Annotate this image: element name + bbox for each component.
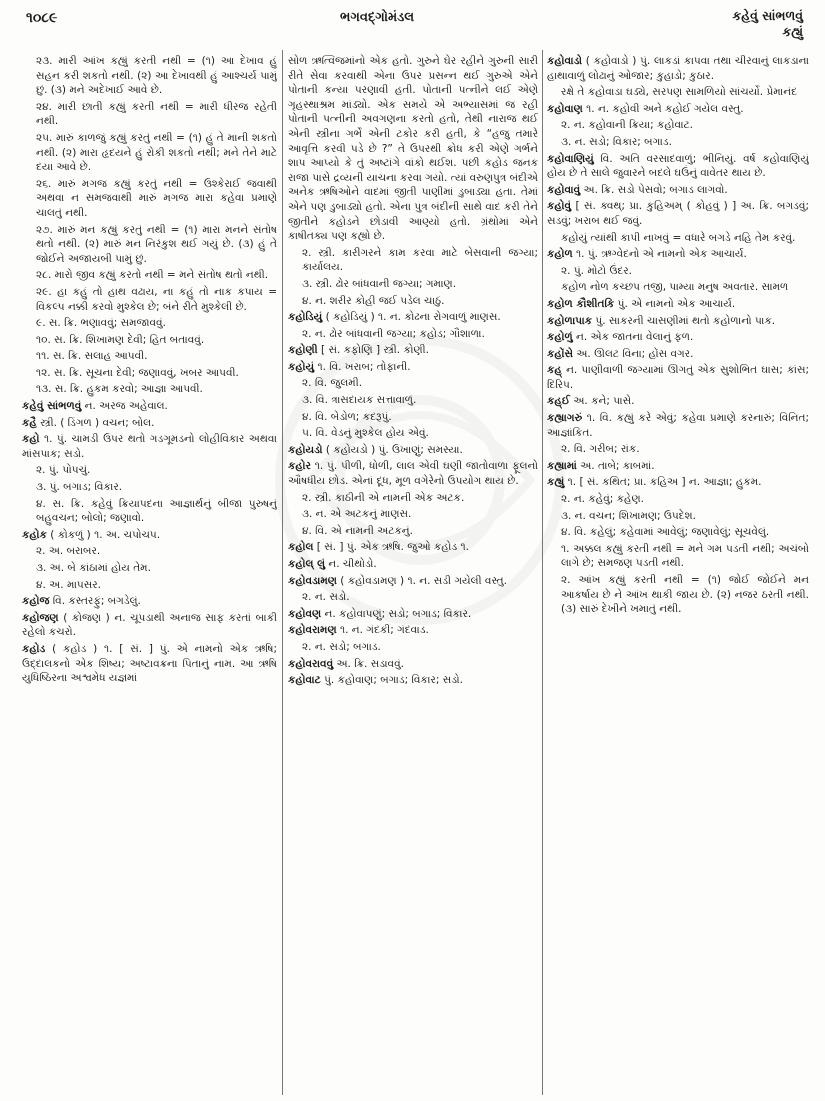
dictionary-entry bbox=[547, 475, 809, 490]
entry-text: ૨૪. મારી છાતી કહ્યું કરતી નથી = મારી ધીરજ રહેતી નથી. bbox=[36, 100, 277, 128]
entry-text: ૨૭. મારું મન કહ્યું કરતું નથી = (૧) મારા મનને સંતોષ થતો નથી. (૨) મારું મન નિરંકુશ થઈ ગયું છે. (૩) હું તે જોઈને અજાયબી પામું છું. bbox=[36, 223, 277, 265]
sense-line bbox=[547, 509, 809, 524]
dictionary-entry bbox=[547, 297, 809, 312]
headword: કહોવું bbox=[547, 200, 572, 213]
headword: કહેવું સાંભળવું bbox=[22, 400, 82, 413]
sense-line bbox=[288, 277, 538, 292]
headword: કહોવરામણ bbox=[288, 624, 337, 637]
entry-text: સ્ત્રી. ( ડિંગળ ) વચન; બોલ. bbox=[36, 416, 155, 429]
headword: કહ્ bbox=[547, 364, 562, 377]
headword: કહ્યામાં bbox=[547, 459, 577, 472]
column-2 bbox=[288, 54, 538, 1094]
entry-text: ૧૧. સ. ક્રિ. સલાહ આપવી. bbox=[36, 350, 148, 363]
entry-text: ( કહોયડો ) પું. ઉખાણું; સમસ્યા. bbox=[322, 443, 463, 456]
entry-text: અ. તાબે; કાબમાં. bbox=[576, 459, 655, 472]
headword: કહોવાણ bbox=[547, 102, 583, 115]
sense-line bbox=[22, 578, 277, 593]
sense-line bbox=[288, 327, 538, 342]
dictionary-entry bbox=[288, 343, 538, 358]
entry-text: અ. ક્રિ. સડાવવું. bbox=[333, 657, 404, 670]
column-divider bbox=[282, 50, 283, 1095]
dictionary-entry bbox=[22, 432, 277, 461]
entry-text: રક્ષે તે કહોવાડા ઘડ્યે, સરપણ સામળિયો સાંચર્યો. પ્રેમાનંદ bbox=[561, 86, 797, 99]
sense-line bbox=[22, 316, 277, 331]
entry-text: ૩. વિ. ત્રાસદાયક સત્તાવાળું. bbox=[302, 394, 417, 407]
entry-text: ૨૬. મારું મગજ કહ્યું કરતું નથી = ઉશ્કેરાઈ જવાથી અથવા ન સમજવાથી મારું મગજ મારા કહેવા પ્રમાણે ચાલતું નથી. bbox=[36, 177, 277, 219]
sense-line bbox=[22, 480, 277, 495]
headword: કહોયડો bbox=[288, 443, 323, 456]
entry-text: ૧. પું. ચામડી ઉપર થતો ગડગૂમડનો લોહીવિકાર અથવા માંસપાક; સડો. bbox=[22, 433, 277, 460]
sense-line bbox=[547, 492, 809, 507]
entry-text: ૪. સ. ક્રિ. કહેવું ક્રિયાપદના આજ્ઞાર્થનું બીજા પુરુષનું બહુવચન; બોલો; જણાવો. bbox=[36, 497, 277, 525]
entry-text: ૨. પું. મોટો ઉંદર. bbox=[561, 264, 633, 277]
entry-text: ૧૦. સ. ક્રિ. શિખામણ દેવી; હિત બતાવવું. bbox=[36, 333, 205, 346]
sense-line bbox=[288, 640, 538, 655]
entry-text: ( કહોડિયું ) ૧. ન. કોઢના રોગવાળું માણસ. bbox=[322, 311, 501, 324]
sense-line bbox=[288, 507, 538, 522]
headword: કહોવરાવવું bbox=[288, 657, 334, 670]
dictionary-entry bbox=[22, 594, 277, 609]
headword: કહોજણ bbox=[22, 611, 59, 624]
sense-line bbox=[22, 463, 277, 478]
entry-text: ૧૨. સ. ક્રિ. સૂચના દેવી; જણાવવું, ખબર આપવી. bbox=[36, 366, 239, 379]
sense-line bbox=[547, 573, 809, 617]
sense-line bbox=[22, 349, 277, 364]
dictionary-entry bbox=[288, 360, 538, 375]
entry-text: ૨. ન. કહોવાની ક્રિયા; કહોવાટ. bbox=[561, 119, 694, 132]
sense-line bbox=[288, 393, 538, 408]
dictionary-entry bbox=[288, 459, 538, 488]
entry-text: ૨૮. મારો જીવ કહ્યું કરતો નથી = મને સંતોષ થતો નથી. bbox=[36, 269, 269, 282]
dictionary-entry bbox=[288, 657, 538, 672]
entry-text: અ. ઊલટ વિના; હોંસ વગર. bbox=[573, 347, 694, 360]
entry-text: ૧. પું. ઋગ્વેદનો એ નામનો એક આચાર્ય. bbox=[572, 248, 747, 261]
entry-text: પું. એ નામનો એક આચાર્ય. bbox=[614, 297, 736, 310]
dictionary-entry bbox=[288, 540, 538, 555]
headword: કહૈ bbox=[22, 416, 37, 429]
dictionary-entry bbox=[288, 54, 538, 244]
entry-text: ૪. વિ. એ નામની અટકનું. bbox=[302, 524, 413, 537]
sense-line bbox=[22, 268, 277, 283]
dictionary-entry bbox=[547, 347, 809, 362]
dictionary-entry bbox=[547, 314, 809, 329]
entry-text: ૧. પું. પીળી, ધોળી, લાલ એવી ઘણી જાતોવાળા ફૂલનો ઔષધીય છોડ. એનાં દૂધ, મૂળ વગેરેનો ઉપયોગ થાય છે. bbox=[288, 460, 538, 488]
headword: કહોયું bbox=[288, 360, 315, 373]
entry-text: ૨૯. હા કહું તો હાથ વઢાય, ના કહું તો નાક કપાય = વિકલ્પ નક્કી કરવો મુશ્કેલ છે; બંને રીતે મુશ્કેલી છે. bbox=[36, 285, 277, 313]
entry-text: ન. પાણીવાળી જગ્યામાં ઊગતું એક સુશોભિત ઘાસ; કાંસ; દિરિપ. bbox=[547, 364, 809, 391]
dictionary-entry bbox=[288, 574, 538, 589]
dictionary-entry bbox=[547, 54, 809, 83]
dictionary-entry bbox=[22, 399, 277, 414]
entry-text: ૨. વિ. ગરીબ; રાંક. bbox=[561, 443, 640, 456]
headword: કહોડ bbox=[22, 642, 46, 655]
headword: કહો bbox=[22, 433, 40, 446]
entry-text: ( કહોડ ) ૧. [ સં. ] પું. એ નામનો એક ઋષિ; ઉદ્દાલકનો એક શિષ્ય; અષ્ટાવક્રના પિતાનું નામ. આ ઋષિ યુધિષ્ઠિરના અશ્વમેધ યજ્ઞમાં bbox=[22, 642, 277, 685]
column-divider bbox=[542, 50, 543, 1095]
guide-word-last: કહ્યું bbox=[782, 24, 803, 39]
entry-text: પું. સાકરની ચાસણીમાં થતો કહોળાનો પાક. bbox=[592, 314, 776, 327]
dictionary-entry bbox=[547, 152, 809, 181]
sense-line bbox=[288, 491, 538, 506]
sense-line bbox=[22, 497, 277, 526]
dictionary-entry bbox=[547, 247, 809, 262]
headword: કહ્યું bbox=[547, 476, 565, 489]
dictionary-entry bbox=[288, 310, 538, 325]
dictionary-entry bbox=[547, 102, 809, 117]
entry-text: ૩. સ્ત્રી. ઢોર બાંધવાની જગ્યા; ગમાણ. bbox=[302, 277, 457, 290]
dictionary-entry bbox=[547, 199, 809, 228]
dictionary-entry bbox=[547, 363, 809, 392]
entry-text: ૯. સ. ક્રિ. ભણાવવું; સમજાવવું. bbox=[36, 317, 166, 330]
entry-text: ૩. ન. સડો; વિકાર; બગાડ. bbox=[561, 135, 672, 148]
dictionary-entry bbox=[288, 673, 538, 688]
sense-line bbox=[288, 376, 538, 391]
entry-text: ૧૩. સ. ક્રિ. હુકમ કરવો; આજ્ઞા આપવી. bbox=[36, 383, 203, 396]
entry-text: ન. ચીથોડો. bbox=[325, 558, 377, 570]
entry-text: ૧. ન. ગંદકી; ગંદવાડ. bbox=[336, 624, 429, 637]
sense-line bbox=[547, 231, 809, 246]
sense-line bbox=[288, 410, 538, 425]
headword: કહ્ઈ bbox=[547, 395, 570, 408]
guide-words bbox=[732, 8, 803, 40]
page-number: ૧૦૮૯ bbox=[26, 10, 58, 26]
entry-text: ૧. વિ. કહ્યું કરે એવું; કહેવા પ્રમાણે કરનારું; વિનિત; આજ્ઞાંકિત. bbox=[547, 412, 809, 439]
entry-text: ૨. વિ. જુલમી. bbox=[302, 377, 363, 390]
sense-line bbox=[22, 54, 277, 98]
dictionary-entry bbox=[547, 183, 809, 198]
entry-text: ૩. અ. બે કાંઠામાં હોય તેમ. bbox=[36, 562, 151, 574]
sense-line bbox=[22, 561, 277, 576]
sense-line bbox=[547, 442, 809, 457]
entry-text: સોળ ઋત્વિજમાંનો એક હતો. ગુરુને ઘેર રહીને ગુરુની સારી રીતે સેવા કરવાથી એના ઉપર પ્રસન્ન થઈ ગુરુએ એને પોતાની કન્યા પરણાવી હતી. પોતાની પત્નીને લઈ એણે ગૃહસ્થાશ્રમ માંડ્યો. એક સમયે એ અભ્યાસમાં જ રહી પોતાની પત્નીની અવગણના કરતો હતો, તેથી નારાજ થઈ એની સ્ત્રીના ગર્ભે એની ટકોર કરી હતી, કે “હજુ તમારે આવૃત્તિ કરવી પડે છે ?” તે ઉપરથી ક્રોધ કરી એણે ગર્ભને શાપ આપ્યો કે તું અષ્ટાંગે વાંકો થઈશ. પછી કહોડ જનક રાજા પાસે દ્રવ્યની યાચના કરવા ગયો. ત્યાં વરુણપુત્ર બંદીએ અનેક ઋષિઓને વાદમાં જીતી પાણીમાં ડુબાડ્યા હતા. તેમાં એને પણ ડુબાડ્યો હતો. એના પુત્ર બંદીની સાથે વાદ કરી તેને જીતીને કહોડને છોડાવી આણ્યો હતો. ગ્રંથોમાં એને કાષીતક્ય પણ કહ્યો છે. bbox=[288, 55, 538, 243]
dictionary-entry bbox=[288, 607, 538, 622]
sense-line bbox=[22, 544, 277, 559]
entry-text: ૩. ન. એ અટકનું માણસ. bbox=[302, 508, 412, 521]
sense-line bbox=[547, 135, 809, 150]
dictionary-entry bbox=[547, 394, 809, 409]
headword: કહોક bbox=[22, 528, 47, 541]
headword: કહોળ bbox=[547, 248, 573, 261]
sense-line bbox=[547, 280, 809, 295]
sense-line bbox=[547, 118, 809, 133]
entry-text: ૨૫. મારું કાળજું કહ્યું કરતું નથી = (૧) હું તે માની શકતો નથી. (૨) મારા હૃદયને હું રોકી શકતો નથી; મને તેને માટે દયા આવે છે. bbox=[36, 131, 277, 174]
sense-line bbox=[22, 131, 277, 175]
sense-line bbox=[22, 382, 277, 397]
entry-text: ૪. ન. શરીર કોહી જઈ પડેલ ચાઠું. bbox=[302, 294, 445, 307]
entry-text: ૨. ન. કહેવું; કહેણ. bbox=[561, 493, 645, 506]
entry-text: [ સં. ક્વથ્; પ્રા. કુહિઅમ્ ( કોહવું ) ] અ. ક્રિ. બગડવું; સડવું; ખરાબ થઈ જવું. bbox=[547, 200, 809, 227]
entry-text: [ સં. ] પું. એક ઋષિ. જુઓ કહોડ ૧. bbox=[313, 541, 469, 554]
entry-text: ૨. પું. પોપચું. bbox=[36, 464, 91, 477]
dictionary-entry bbox=[22, 416, 277, 431]
entry-text: ૨૩. મારી આંખ કહ્યું કરતી નથી = (૧) આ દેખાવ હું સહન કરી શકતો નથી. (૨) આ દેખાવથી હું આશ્ચર્ય પામું છું. (૩) મને અદેખાઈ આવે છે. bbox=[36, 55, 277, 97]
entry-text: વિ. અતિ વરસાદવાળું; ભીનિયું. વર્ષ કહોવાણિયું હોય છે તે સાલે જુવારને બદલે ઘઉંનું વાવેતર થાય છે. bbox=[547, 152, 809, 180]
entry-text: ન. એક જાતના વેલાનું ફળ. bbox=[572, 331, 694, 344]
entry-text: ૪. વિ. કહેલું; કહેવામાં આવેલું; જણાવેલું; સૂચવેલું. bbox=[561, 526, 770, 539]
headword: કહોવાવું bbox=[547, 183, 581, 196]
entry-text: અ. કને; પાસે. bbox=[570, 395, 635, 408]
headword: કહોવડામણ bbox=[288, 574, 337, 587]
headword: કહોળાપાક bbox=[547, 314, 593, 327]
entry-text: ૨. ન. ઢોર બાંધવાની જગ્યા; કહોડ; ગૌશાળા. bbox=[302, 327, 485, 340]
sense-line bbox=[288, 246, 538, 275]
dictionary-entry bbox=[22, 611, 277, 640]
page-header bbox=[0, 0, 825, 46]
sense-line bbox=[547, 264, 809, 279]
headword: કહોળું bbox=[547, 331, 573, 344]
sense-line bbox=[547, 525, 809, 540]
column-1 bbox=[22, 54, 277, 1094]
headword: કહોવણ bbox=[288, 607, 322, 620]
entry-text: વિ. કસ્તરફું; બગડેલું. bbox=[49, 595, 141, 608]
entry-text: ૩. પું. બગાડ; વિકાર. bbox=[36, 481, 123, 494]
entry-text: કહોળ નોળ કચ્છપ તજી, પામ્યા મનુષ અવતાર. સામળ bbox=[561, 281, 789, 294]
entry-text: ન. કહોવાપણું; સડો; બગાડ; વિકાર. bbox=[321, 607, 472, 620]
headword: કહોડિયું bbox=[288, 311, 323, 324]
dictionary-entry bbox=[288, 623, 538, 638]
dictionary-entry bbox=[22, 642, 277, 686]
entry-text: ૫. વિ. વેડનું મુશ્કેલ હોય એવું. bbox=[302, 427, 429, 440]
entry-text: ૨. આંખ કહ્યું કરતી નથી = (૧) જોઈ જોઈને મન આકર્ષાય છે ને આંખ થાકી જાય છે. (૨) નજર ઠરતી નથી. (૩) સારું દેખીને ખમાતું નથી. bbox=[561, 574, 809, 616]
entry-text: ૨. સ્ત્રી. કારીગરને કામ કરવા માટે બેસવાની જગ્યા; કાર્યાલય. bbox=[302, 246, 538, 274]
headword: કહોલ્ લું bbox=[288, 558, 326, 570]
sense-line bbox=[288, 524, 538, 539]
sense-line bbox=[22, 285, 277, 314]
entry-text: ૧. વિ. ખરાબ; તોફાની. bbox=[314, 360, 411, 373]
headword: કહોણી bbox=[288, 344, 318, 357]
entry-text: ૧. અક્કલ કહ્યું કરતી નથી = મને ગમ પડતી નથી; અચંબો લાગે છે; સમજણ પડતી નથી. bbox=[561, 542, 809, 570]
headword: કહોંસે bbox=[547, 347, 574, 360]
entry-text: ( કોકળું ) ૧. અ. ચપોચપ. bbox=[46, 528, 161, 541]
guide-word-first: કહેવું સાંભળવું bbox=[732, 8, 803, 23]
entry-text: ૪. વિ. બેડોળ; કદરૂપું. bbox=[302, 410, 392, 423]
entry-text: કહોયું ત્યાંથી કાપી નાખવું = વધારે બગડે નહિ તેમ કરવું. bbox=[561, 231, 796, 244]
sense-line bbox=[288, 294, 538, 309]
dictionary-entry bbox=[288, 557, 538, 572]
sense-line bbox=[22, 223, 277, 267]
entry-text: ( કહોવાડો ) પું. લાકડાં કાપવા તથા ચીરવાનું લાકડાના હાથાવાળું લોઢાનું ઓજાર; કુહાડો; કુઠાર. bbox=[547, 55, 809, 82]
entry-text: ૨. ન. સડો; બગાડ. bbox=[302, 640, 381, 653]
sense-line bbox=[547, 85, 809, 100]
sense-line bbox=[288, 426, 538, 441]
sense-line bbox=[22, 366, 277, 381]
entry-text: ( કોજણ ) ન. ચૂપડાથી અનાજ સાફ કરતાં બાકી રહેલો કચરો. bbox=[22, 611, 277, 639]
entry-text: ૪. અ. માપસર. bbox=[36, 578, 102, 591]
sense-line bbox=[288, 590, 538, 605]
entry-text: ૨. ન. સડો. bbox=[302, 591, 350, 604]
entry-text: ૩. ન. વચન; શિખામણ; ઉપદેશ. bbox=[561, 509, 696, 522]
headword: કહોવાડો bbox=[547, 55, 583, 67]
headword: કહોજ bbox=[22, 595, 50, 608]
sense-line bbox=[22, 177, 277, 221]
entry-text: ૨. સ્ત્રી. કાઠીની એ નામની એક અટક. bbox=[302, 491, 465, 504]
headword: કહોવાણિયું bbox=[547, 152, 594, 165]
dictionary-entry bbox=[288, 443, 538, 458]
column-3 bbox=[547, 54, 809, 1094]
entry-text: ( કહોવડામણ ) ૧. ન. સડી ગયેલી વસ્તુ. bbox=[336, 574, 507, 587]
sense-line bbox=[22, 100, 277, 129]
dictionary-entry bbox=[547, 459, 809, 474]
entry-text: ન. અરજ અહેવાલ. bbox=[81, 400, 168, 413]
sense-line bbox=[547, 542, 809, 571]
headword: કહ્યાગરું bbox=[547, 412, 583, 425]
entry-text: પું. કહોવાણ; બગાડ; વિકાર; સડો. bbox=[320, 674, 463, 687]
entry-text: ૧. ન. કહોવી અને કહોઈ ગયેલ વસ્તુ. bbox=[582, 102, 744, 115]
entry-text: ૨. અ. બરાબર. bbox=[36, 545, 101, 558]
entry-text: [ સં. કફોણિ ] સ્ત્રી. કોણી. bbox=[317, 344, 430, 357]
book-title: ભગવદ્ગોમંડલ bbox=[340, 10, 415, 25]
headword: કહોળ કૌશીતકિ bbox=[547, 297, 615, 310]
entry-text: ૧. [ સં. કથિત; પ્રા. કહિઅ ] ન. આજ્ઞા; હુકમ. bbox=[564, 476, 762, 489]
headword: કહોવાટ bbox=[288, 674, 321, 687]
sense-line bbox=[22, 333, 277, 348]
headword: કહોલ bbox=[288, 541, 314, 554]
dictionary-entry bbox=[547, 330, 809, 345]
dictionary-entry bbox=[547, 411, 809, 440]
dictionary-entry bbox=[22, 528, 277, 543]
headword: કહોર bbox=[288, 460, 311, 473]
entry-text: અ. ક્રિ. સડો પેસવો; બગાડ લાગવો. bbox=[580, 183, 728, 196]
